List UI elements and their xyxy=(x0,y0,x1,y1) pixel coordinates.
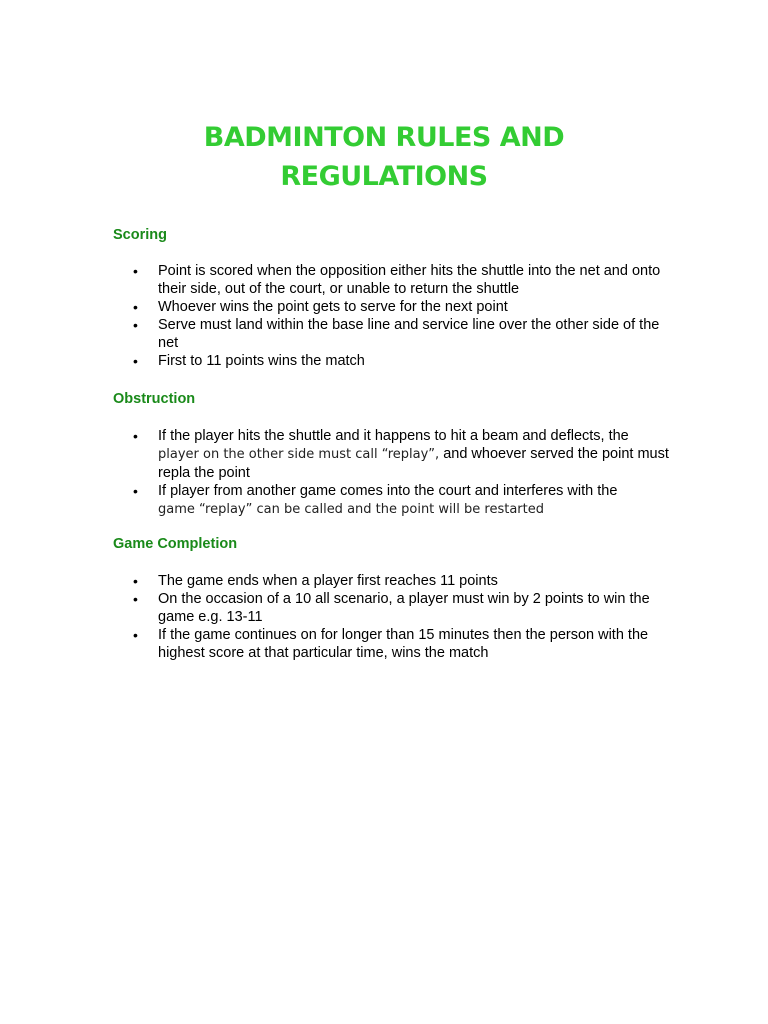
list-item-text: First to 11 points wins the match xyxy=(158,353,365,369)
bullet-icon: • xyxy=(133,299,138,315)
list-item-text: If the player hits the shuttle and it happens to hit a beam and deflects, the xyxy=(158,428,629,444)
bullet-icon: • xyxy=(133,483,138,499)
game-completion-list xyxy=(113,572,673,662)
bullet-icon: • xyxy=(133,591,138,607)
list-item xyxy=(113,262,673,298)
list-item xyxy=(113,352,673,370)
list-item xyxy=(113,590,673,626)
section-heading-obstruction: Obstruction xyxy=(113,391,196,407)
list-item-text: If the game continues on for longer than 15 minutes then the person with the highest score at that particular time, wins the match xyxy=(158,627,649,661)
section-heading-scoring: Scoring xyxy=(113,227,167,243)
list-item xyxy=(113,316,673,352)
list-item xyxy=(113,298,673,316)
list-item-text: If player from another game comes into the court and interferes with the xyxy=(158,483,618,499)
section-heading-game-completion: Game Completion xyxy=(113,536,238,552)
list-item-text-alt: player on the other side must call “replay”, xyxy=(158,447,440,462)
list-item xyxy=(113,626,673,662)
list-item xyxy=(113,427,673,482)
list-item-text-alt: game “replay” can be called and the point will be restarted xyxy=(158,502,544,517)
bullet-icon: • xyxy=(133,573,138,589)
bullet-icon: • xyxy=(133,353,138,369)
title-line-2: REGULATIONS xyxy=(280,161,488,192)
list-item xyxy=(113,572,673,590)
list-item-text: Whoever wins the point gets to serve for the next point xyxy=(158,299,508,315)
bullet-icon: • xyxy=(133,428,138,444)
list-item-text: Serve must land within the base line and service line over the other side of the net xyxy=(158,317,660,351)
bullet-icon: • xyxy=(133,627,138,643)
bullet-icon: • xyxy=(133,317,138,333)
obstruction-list xyxy=(113,427,673,519)
list-item-text: Point is scored when the opposition either hits the shuttle into the net and onto their side, out of the court, or unable to return the shuttle xyxy=(158,263,661,297)
list-item-text: On the occasion of a 10 all scenario, a player must win by 2 points to win the game e.g. 13-11 xyxy=(158,591,650,625)
list-item xyxy=(113,482,673,519)
scoring-list xyxy=(113,262,673,370)
bullet-icon: • xyxy=(133,263,138,279)
title-line-1: BADMINTON RULES AND xyxy=(203,122,565,153)
list-item-text: The game ends when a player first reaches 11 points xyxy=(158,573,498,589)
document-title xyxy=(0,118,768,196)
list-item-text: and whoever served the point must repla the point xyxy=(158,446,669,481)
